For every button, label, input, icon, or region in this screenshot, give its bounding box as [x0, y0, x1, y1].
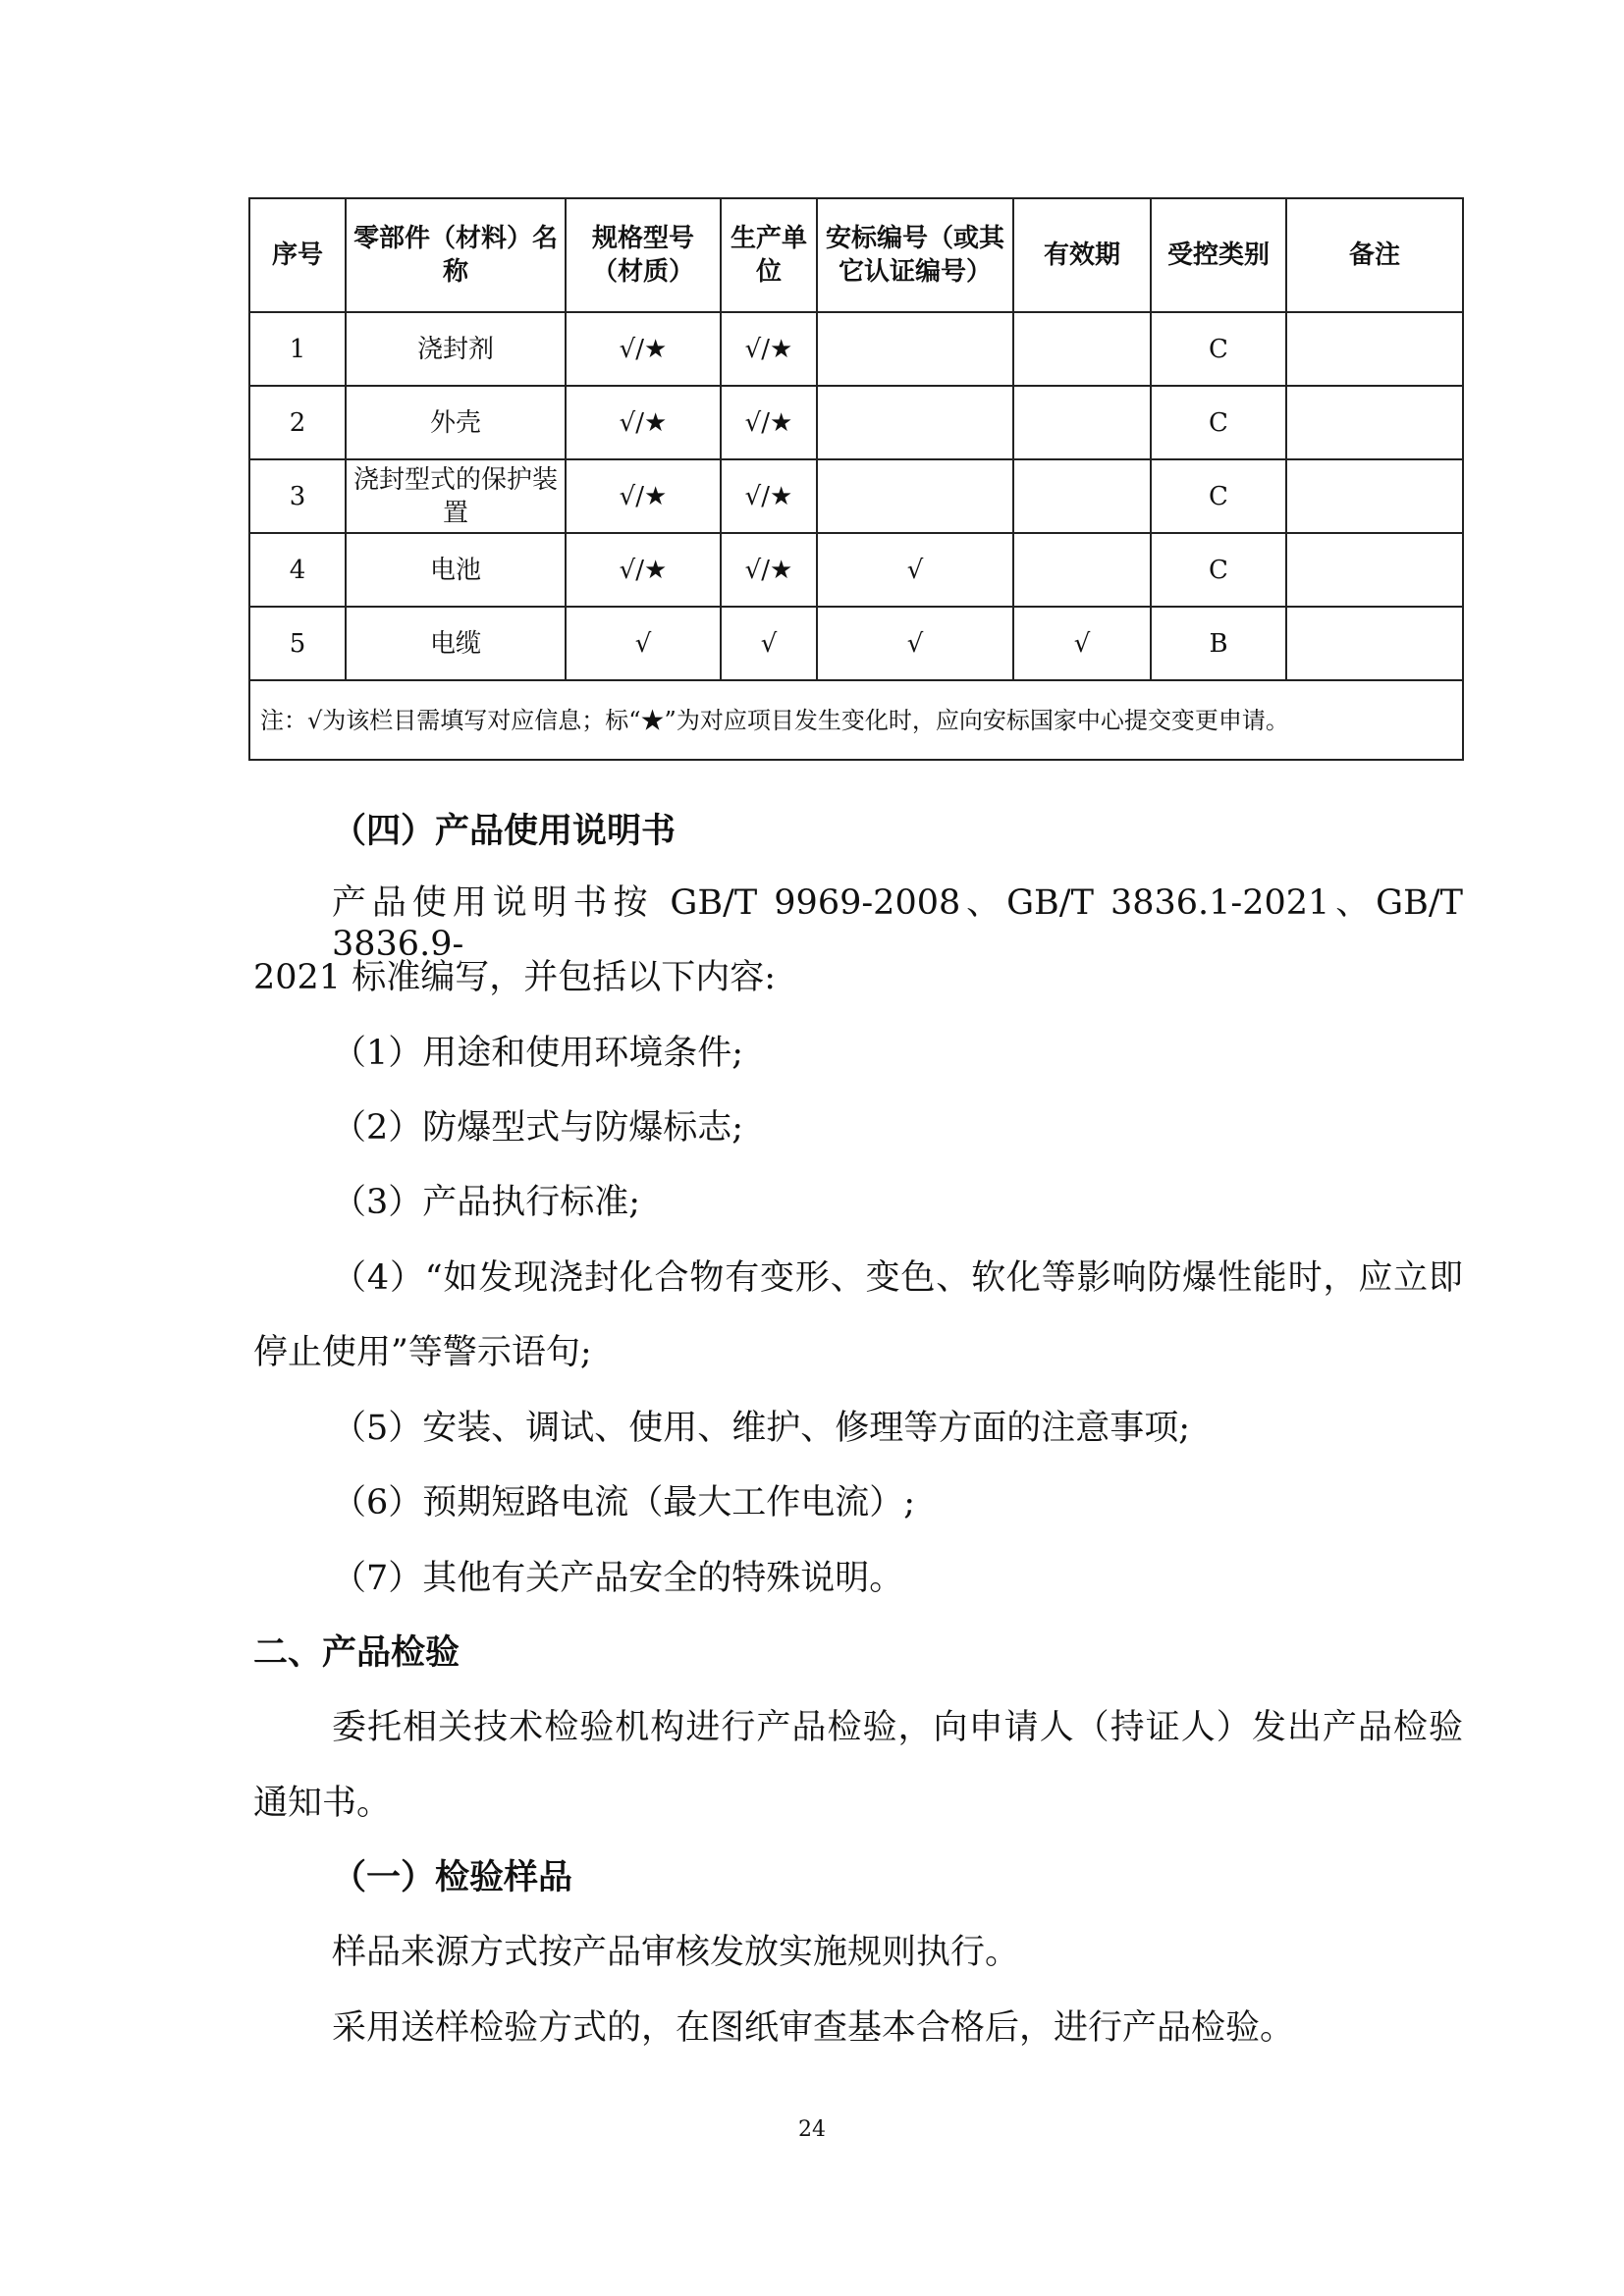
- cell-spec: √/★: [566, 386, 721, 459]
- cell-spec: √/★: [566, 533, 721, 607]
- page-number: 24: [798, 2117, 826, 2142]
- header-control-class: 受控类别: [1151, 198, 1286, 312]
- cell-manufacturer: √/★: [721, 459, 817, 533]
- cell-remarks: [1286, 533, 1463, 607]
- section-4-intro-line2: 2021 标准编写，并包括以下内容:: [253, 958, 776, 997]
- table-note: 注：√为该栏目需填写对应信息；标“★”为对应项目发生变化时，应向安标国家中心提交变更申请。: [249, 680, 1463, 760]
- parts-table: [248, 197, 1464, 761]
- cell-part-name: 外壳: [346, 386, 566, 459]
- cell-serial: 2: [249, 386, 346, 459]
- section-2-heading: 二、产品检验: [253, 1633, 460, 1673]
- list-item: （1）用途和使用环境条件;: [332, 1034, 744, 1073]
- cell-spec: √/★: [566, 312, 721, 386]
- section-4-intro-line1: 产品使用说明书按 GB/T 9969-2008、GB/T 3836.1-2021、GB/T 3836.9-: [332, 883, 1463, 964]
- table-row: [249, 386, 1463, 459]
- header-part-name: 零部件（材料）名称: [346, 198, 566, 312]
- sample-subheading: （一）检验样品: [332, 1858, 573, 1897]
- section-2-para-line2: 通知书。: [253, 1784, 392, 1823]
- cell-control-class: C: [1151, 459, 1286, 533]
- cell-validity: [1013, 533, 1151, 607]
- cell-remarks: [1286, 312, 1463, 386]
- cell-cert-number: √: [817, 533, 1013, 607]
- list-item: （7）其他有关产品安全的特殊说明。: [332, 1559, 904, 1598]
- table-header-row: [249, 198, 1463, 312]
- cell-serial: 4: [249, 533, 346, 607]
- cell-manufacturer: √/★: [721, 312, 817, 386]
- cell-cert-number: [817, 459, 1013, 533]
- section-2-para-line1: 委托相关技术检验机构进行产品检验，向申请人（持证人）发出产品检验: [332, 1708, 1463, 1747]
- cell-part-name: 浇封型式的保护装置: [346, 459, 566, 533]
- cell-serial: 5: [249, 607, 346, 680]
- header-spec: 规格型号（材质）: [566, 198, 721, 312]
- list-item: （6）预期短路电流（最大工作电流）;: [332, 1483, 916, 1522]
- cell-spec: √/★: [566, 459, 721, 533]
- cell-spec: √: [566, 607, 721, 680]
- cell-manufacturer: √/★: [721, 533, 817, 607]
- header-validity: 有效期: [1013, 198, 1151, 312]
- cell-serial: 1: [249, 312, 346, 386]
- table-note-row: [249, 680, 1463, 760]
- list-item: （4）“如发现浇封化合物有变形、变色、软化等影响防爆性能时，应立即: [332, 1258, 1463, 1298]
- cell-cert-number: [817, 386, 1013, 459]
- list-item: （5）安装、调试、使用、维护、修理等方面的注意事项;: [332, 1409, 1191, 1448]
- cell-control-class: C: [1151, 533, 1286, 607]
- cell-validity: [1013, 459, 1151, 533]
- table-row: [249, 533, 1463, 607]
- header-serial: 序号: [249, 198, 346, 312]
- cell-remarks: [1286, 607, 1463, 680]
- cell-serial: 3: [249, 459, 346, 533]
- cell-part-name: 电缆: [346, 607, 566, 680]
- cell-manufacturer: √: [721, 607, 817, 680]
- cell-part-name: 浇封剂: [346, 312, 566, 386]
- sample-para-1: 样品来源方式按产品审核发放实施规则执行。: [332, 1933, 1020, 1972]
- table-row: [249, 607, 1463, 680]
- cell-manufacturer: √/★: [721, 386, 817, 459]
- list-item: （3）产品执行标准;: [332, 1183, 641, 1222]
- cell-validity: [1013, 312, 1151, 386]
- header-manufacturer: 生产单位: [721, 198, 817, 312]
- cell-control-class: C: [1151, 312, 1286, 386]
- cell-cert-number: [817, 312, 1013, 386]
- list-item: （2）防爆型式与防爆标志;: [332, 1108, 744, 1148]
- cell-validity: √: [1013, 607, 1151, 680]
- cell-part-name: 电池: [346, 533, 566, 607]
- cell-remarks: [1286, 386, 1463, 459]
- cell-remarks: [1286, 459, 1463, 533]
- section-4-heading: （四）产品使用说明书: [332, 812, 677, 851]
- table-row: [249, 459, 1463, 533]
- cell-validity: [1013, 386, 1151, 459]
- cell-cert-number: √: [817, 607, 1013, 680]
- list-item-continuation: 停止使用”等警示语句;: [253, 1333, 592, 1372]
- sample-para-2: 采用送样检验方式的，在图纸审查基本合格后，进行产品检验。: [332, 2008, 1295, 2048]
- cell-control-class: B: [1151, 607, 1286, 680]
- cell-control-class: C: [1151, 386, 1286, 459]
- header-remarks: 备注: [1286, 198, 1463, 312]
- table-row: [249, 312, 1463, 386]
- header-cert-number: 安标编号（或其它认证编号）: [817, 198, 1013, 312]
